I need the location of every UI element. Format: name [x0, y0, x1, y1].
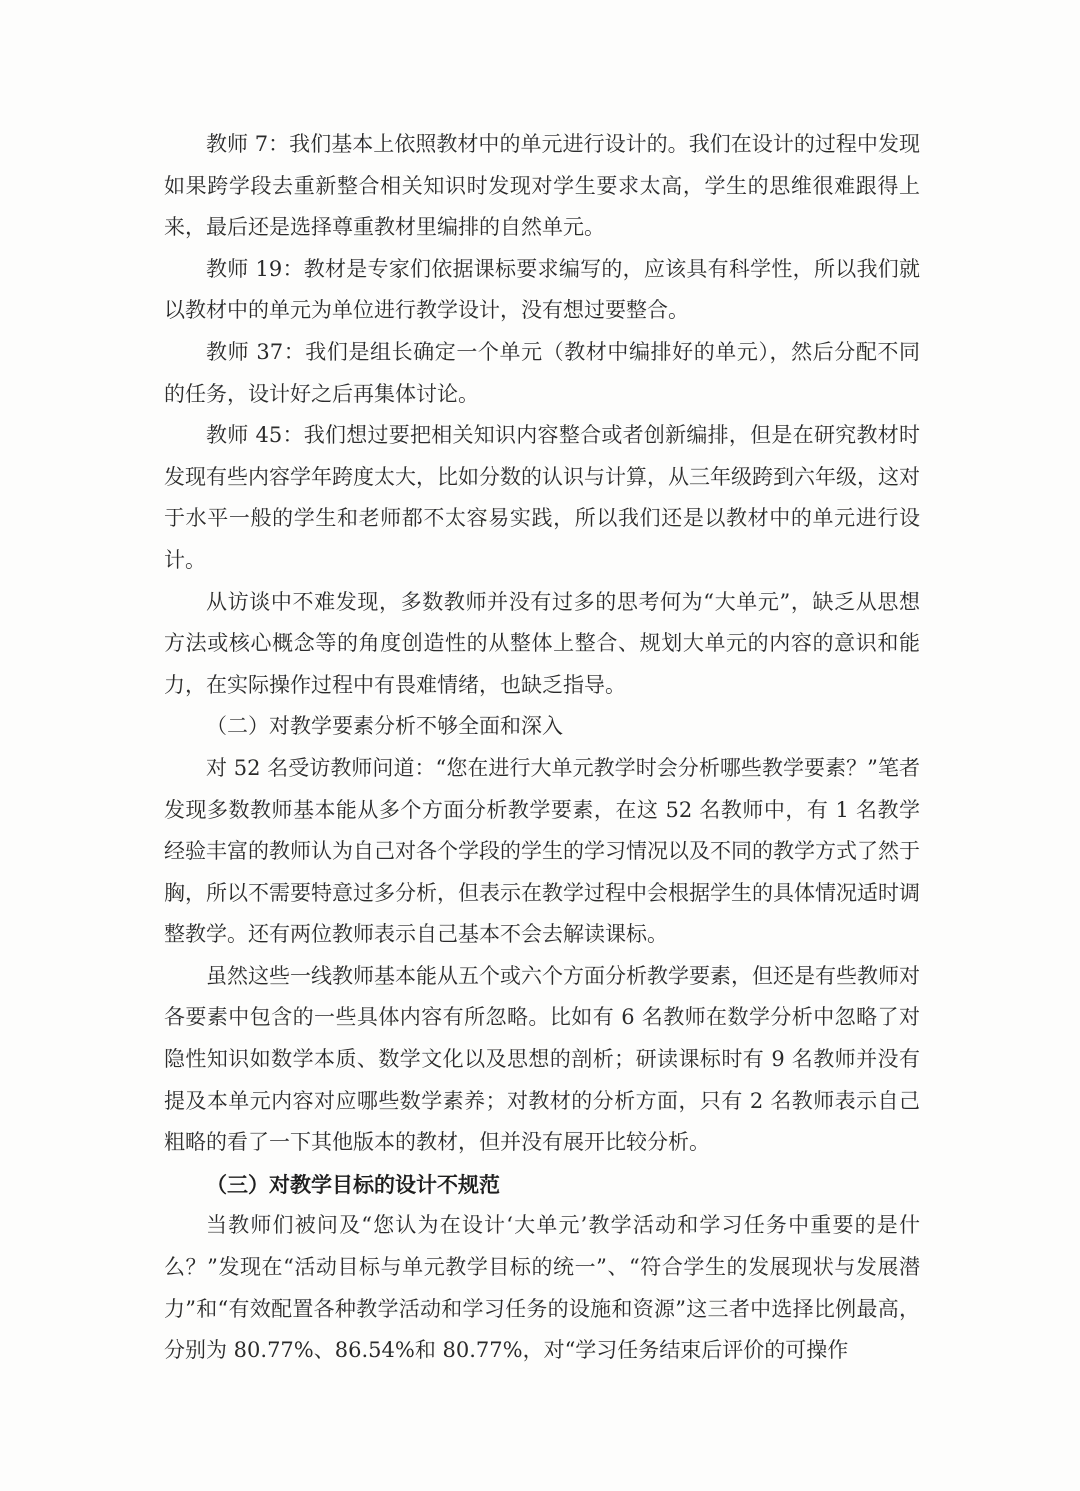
section-heading-objectives-design: （三）对教学目标的设计不规范 — [206, 1171, 500, 1197]
paragraph-interview-summary: 从访谈中不难发现，多数教师并没有过多的思考何为“大单元”，缺乏从思想方法或核心概念等的角度创造性的从整体上整合、规划大单元的内容的意识和能力，在实际操作过程中有畏难情绪，也缺乏指导。 — [164, 589, 920, 697]
paragraph-teacher-37: 教师 37：我们是组长确定一个单元（教材中编排好的单元），然后分配不同的任务，设计好之后再集体讨论。 — [164, 339, 920, 406]
section-heading-elements-analysis: （二）对教学要素分析不够全面和深入 — [206, 714, 563, 739]
paragraph-teacher-19: 教师 19：教材是专家们依据课标要求编写的，应该具有科学性，所以我们就以教材中的单元为单位进行教学设计，没有想过要整合。 — [164, 256, 920, 323]
document-body — [164, 124, 920, 1372]
paragraph-activity-goals: 当教师们被问及“您认为在设计‘大单元’教学活动和学习任务中重要的是什么？”发现在“活动目标与单元教学目标的统一”、“符合学生的发展现状与发展潜力”和“有效配置各种教学活动和学习任务的设施和资源”这三者中选择比例最高，分别为 80.77%、86.54%和 80.77%，对“学习任务结束后评价的可操作 — [164, 1213, 920, 1363]
paragraph-elements-ignored: 虽然这些一线教师基本能从五个或六个方面分析教学要素，但还是有些教师对各要素中包含的一些具体内容有所忽略。比如有 6 名教师在数学分析中忽略了对隐性知识如数学本质、数学文化以及思想的剖析；研读课标时有 9 名教师并没有提及本单元内容对应哪些数学素养；对教材的分析方面，只有 2 名教师表示自己粗略的看了一下其他版本的教材，但并没有展开比较分析。 — [164, 963, 920, 1155]
paragraph-52-teachers: 对 52 名受访教师问道：“您在进行大单元教学时会分析哪些教学要素？”笔者发现多数教师基本能从多个方面分析教学要素，在这 52 名教师中，有 1 名教学经验丰富的教师认为自己对各个学段的学生的学习情况以及不同的教学方式了然于胸，所以不需要特意过多分析，但表示在教学过程中会根据学生的具体情况适时调整教学。还有两位教师表示自己基本不会去解读课标。 — [164, 755, 920, 947]
paragraph-teacher-45: 教师 45：我们想过要把相关知识内容整合或者创新编排，但是在研究教材时发现有些内容学年跨度太大，比如分数的认识与计算，从三年级跨到六年级，这对于水平一般的学生和老师都不太容易实践，所以我们还是以教材中的单元进行设计。 — [164, 423, 920, 572]
paragraph-teacher-7: 教师 7：我们基本上依照教材中的单元进行设计的。我们在设计的过程中发现如果跨学段去重新整合相关知识时发现对学生要求太高，学生的思维很难跟得上来，最后还是选择尊重教材里编排的自然单元。 — [164, 132, 920, 240]
